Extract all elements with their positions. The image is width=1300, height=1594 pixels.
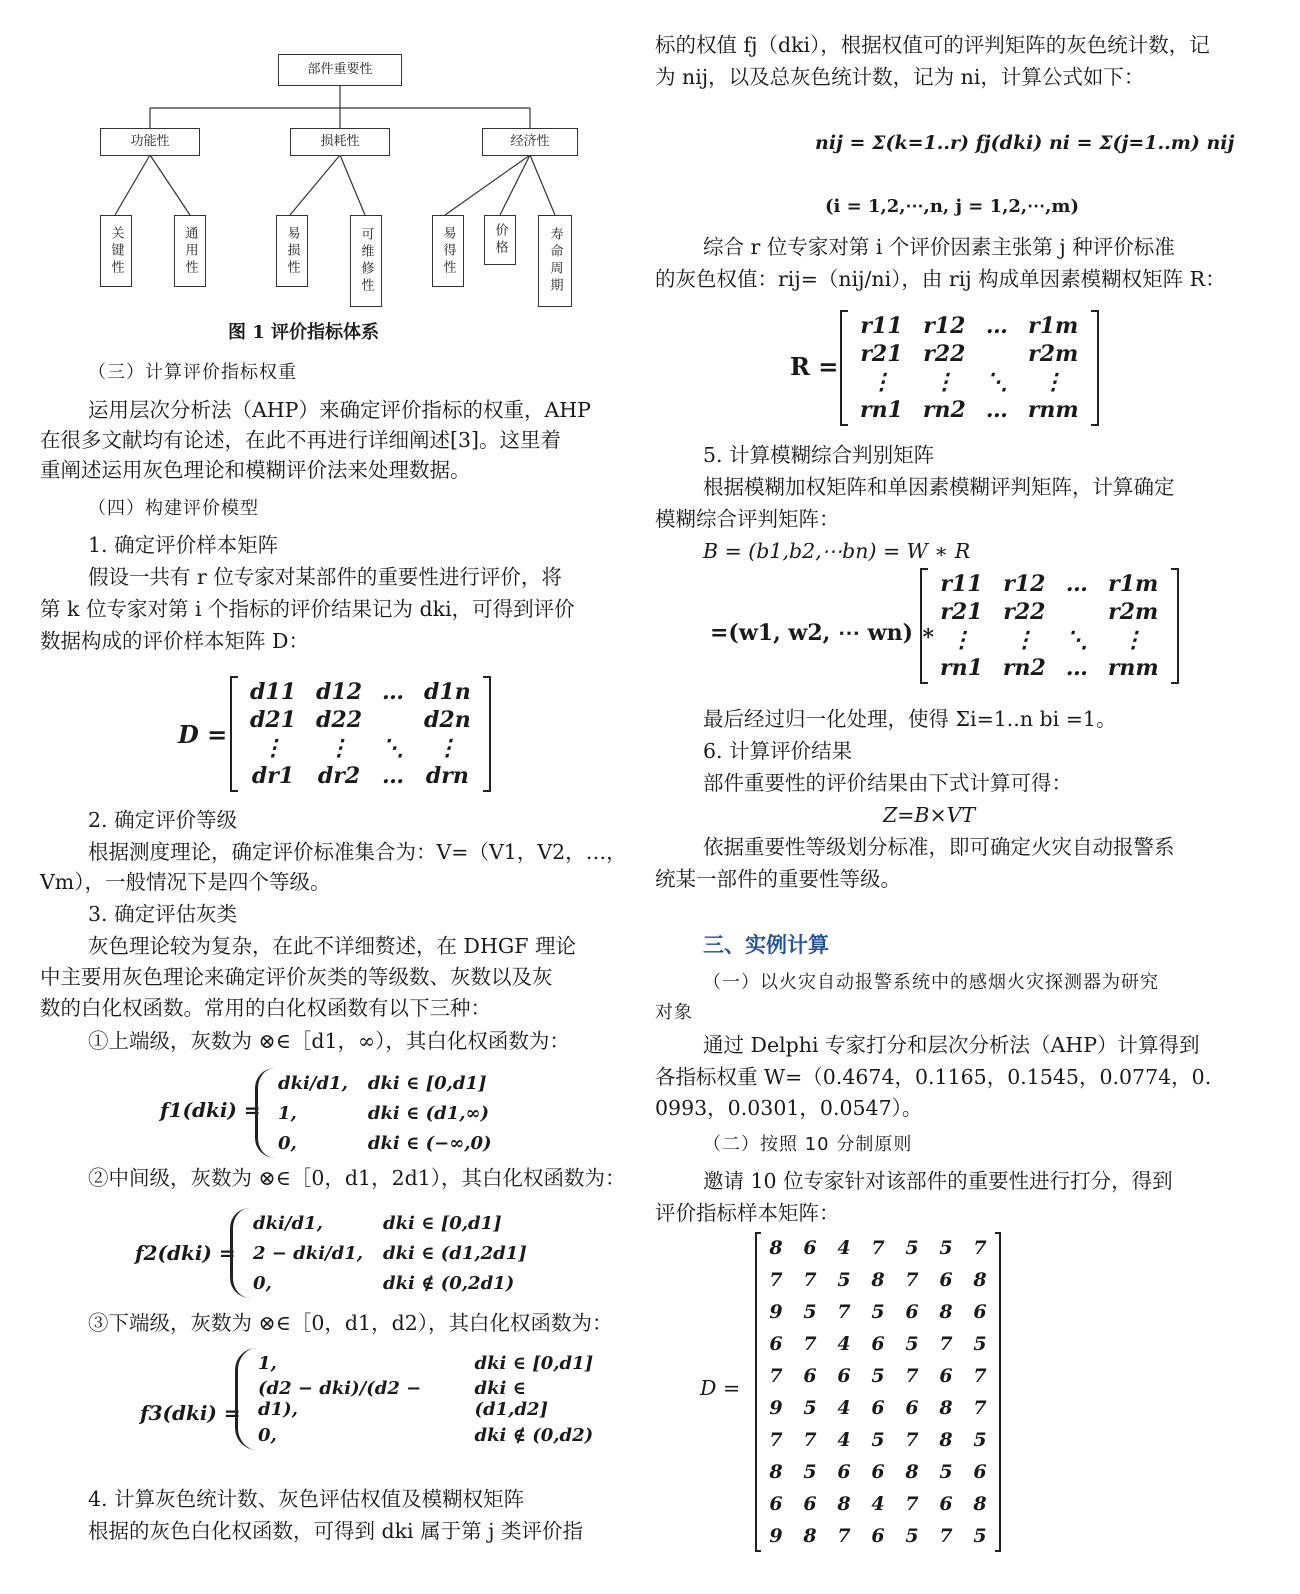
sample-d-cell: 7 <box>905 1429 919 1451</box>
tree-node-economy: 经济性 <box>482 128 578 156</box>
sample-d-cell: 6 <box>769 1333 783 1355</box>
sample-d-cell: 7 <box>871 1237 885 1259</box>
heading-4: 4. 计算灰色统计数、灰色评估权值及模糊权矩阵 <box>88 1487 525 1511</box>
sample-matrix-label: D = <box>700 1376 741 1400</box>
f1-row <box>268 1068 502 1098</box>
matrix-r-cell: ⋮ <box>933 369 956 395</box>
para-result: 部件重要性的评价结果由下式计算可得： <box>703 771 1072 795</box>
sample-d-cell: 7 <box>837 1525 851 1547</box>
sample-d-cell: 5 <box>905 1333 919 1355</box>
f2-cell: dki ∉ (0,2d1) <box>383 1272 515 1294</box>
f3-row <box>248 1420 610 1450</box>
f3-lhs: f3(dki) = <box>140 1401 241 1425</box>
sample-d-cell: 6 <box>939 1269 953 1291</box>
sample-matrix <box>755 1232 1001 1552</box>
f2-row <box>243 1238 537 1268</box>
f2-cell: 0, <box>253 1272 272 1294</box>
f2-lhs: f2(dki) = <box>135 1241 236 1265</box>
sample-d-cell: 9 <box>769 1525 783 1547</box>
matrix-wr-cell <box>1056 598 1098 626</box>
sample-d-cell: 8 <box>939 1429 953 1451</box>
sample-d-cell: 6 <box>871 1461 885 1483</box>
equation-b: B = (b1,b2,⋯bn) = W ∗ R <box>703 539 971 563</box>
sample-d-cell: 8 <box>939 1301 953 1323</box>
sample-d-cell: 6 <box>905 1301 919 1323</box>
equation-nij: nij = Σ(k=1..r) fj(dki) ni = Σ(j=1..m) nij <box>815 132 1235 154</box>
tree-connectors <box>100 50 580 310</box>
matrix-wr-cell: rn2 <box>1002 655 1046 681</box>
sample-d-cell: 5 <box>973 1525 987 1547</box>
sample-d-cell: 6 <box>803 1493 817 1515</box>
sample-d-cell: 7 <box>769 1269 783 1291</box>
sample-d-cell: 5 <box>871 1429 885 1451</box>
matrix-d-cell: ⋮ <box>328 735 350 761</box>
f1-cell: dki ∈ (d1,∞) <box>367 1102 490 1124</box>
sample-d-cell: 5 <box>803 1397 817 1419</box>
tree-leaf-price: 价格 <box>484 215 516 265</box>
f2-row <box>243 1208 537 1238</box>
sample-d-cell: 5 <box>803 1461 817 1483</box>
f2-cell: 2 − dki/d1, <box>253 1242 363 1264</box>
matrix-wr-cell: … <box>1065 655 1088 681</box>
sample-d-cell: 6 <box>939 1365 953 1387</box>
f1-row <box>268 1098 502 1128</box>
para-ahp-1: 运用层次分析法（AHP）来确定评价指标的权重，AHP <box>88 398 591 422</box>
sample-d-cell: 4 <box>837 1237 851 1259</box>
sample-d-cell: 6 <box>803 1365 817 1387</box>
heading-6: 6. 计算评价结果 <box>703 739 853 763</box>
sub-2-title: （二）按照 10 分制原则 <box>703 1134 913 1155</box>
tree-node-function: 功能性 <box>100 128 200 156</box>
sample-d-cell: 8 <box>769 1237 783 1259</box>
matrix-wr-cell: … <box>1065 571 1088 597</box>
section-4-title: （四）构建评价模型 <box>88 498 259 519</box>
matrix-wr <box>920 568 1179 684</box>
sub-1-title-b: 对象 <box>655 1002 693 1023</box>
matrix-r-cell: r1m <box>1028 313 1079 339</box>
para-grey-3: 数的白化权函数。常用的白化权函数有以下三种： <box>40 996 491 1020</box>
sample-d-cell: 6 <box>973 1461 987 1483</box>
matrix-wr-cell: rn1 <box>940 655 983 681</box>
sample-d-cell: 5 <box>973 1333 987 1355</box>
para-grey-stat: 根据的灰色白化权函数，可得到 dki 属于第 j 类评价指 <box>88 1519 584 1543</box>
sample-d-cell: 7 <box>803 1333 817 1355</box>
sample-d-cell: 6 <box>973 1301 987 1323</box>
para-experts-1: 邀请 10 位专家针对该部件的重要性进行打分，得到 <box>703 1169 1173 1193</box>
f3-row <box>248 1378 610 1420</box>
matrix-r-cell: ⋮ <box>1042 369 1065 395</box>
sample-d-cell: 8 <box>837 1493 851 1515</box>
f2-cell: dki/d1, <box>253 1212 323 1234</box>
sample-d-cell: 8 <box>871 1269 885 1291</box>
matrix-r-cell: ⋱ <box>985 369 1008 395</box>
para-ahp-3: 重阐述运用灰色理论和模糊评价法来处理数据。 <box>40 458 471 482</box>
sample-d-cell: 6 <box>769 1493 783 1515</box>
matrix-d-cell: ⋮ <box>436 735 459 761</box>
f1-cell: 0, <box>278 1132 297 1154</box>
section-3-title: （三）计算评价指标权重 <box>88 362 297 383</box>
sample-d-cell: 7 <box>973 1397 987 1419</box>
sample-d-cell: 4 <box>871 1493 885 1515</box>
matrix-wr-row <box>930 626 1169 654</box>
matrix-wr-cell: rnm <box>1107 655 1159 681</box>
matrix-w-label: =(w1, w2, ⋯ wn) ∗ <box>710 620 936 646</box>
case-lower: ③下端级，灰数为 ⊗∈［0，d1，d2），其白化权函数为： <box>88 1311 613 1335</box>
sample-d-cell: 5 <box>973 1429 987 1451</box>
matrix-r <box>840 310 1099 426</box>
sample-d-cell: 8 <box>905 1461 919 1483</box>
para-level-det-1: 依据重要性等级划分标准，即可确定火灾自动报警系 <box>703 835 1175 859</box>
evaluation-index-tree <box>100 50 580 310</box>
para-normalize: 最后经过归一化处理，使得 Σi=1..n bi =1。 <box>703 707 1117 731</box>
matrix-wr-cell: r11 <box>940 571 983 597</box>
para-sample-2: 第 k 位专家对第 i 个指标的评价结果记为 dki，可得到评价 <box>40 597 575 621</box>
tree-root: 部件重要性 <box>278 54 402 86</box>
para-rij-2: 的灰色权值：rij=（nij/ni），由 rij 构成单因素模糊权矩阵 R： <box>655 267 1226 291</box>
tree-node-wear: 损耗性 <box>290 128 390 156</box>
para-level-1: 根据测度理论，确定评价标准集合为：V=（V1，V2，…， <box>88 840 627 864</box>
sample-d-cell: 5 <box>871 1365 885 1387</box>
sample-d-cell: 5 <box>939 1461 953 1483</box>
sample-d-cell: 6 <box>871 1397 885 1419</box>
sample-d-cell: 5 <box>837 1269 851 1291</box>
sample-d-cell: 5 <box>939 1237 953 1259</box>
matrix-wr-cell: ⋮ <box>950 627 973 653</box>
f1-cell: dki ∈ [0,d1] <box>367 1072 487 1094</box>
sample-d-cell: 4 <box>837 1429 851 1451</box>
sample-d-cell: 7 <box>803 1429 817 1451</box>
f2-cases <box>230 1208 537 1298</box>
f2-row <box>243 1268 537 1298</box>
sample-d-cell: 8 <box>939 1397 953 1419</box>
sample-d-row <box>759 1360 997 1392</box>
sample-d-row <box>759 1232 997 1264</box>
matrix-r-row <box>850 340 1089 368</box>
figure-caption: 图 1 评价指标体系 <box>228 322 380 343</box>
equation-z: Z=B×VT <box>883 803 976 827</box>
sample-d-row <box>759 1520 997 1552</box>
f2-cell: dki ∈ [0,d1] <box>383 1212 502 1234</box>
f3-cell: 1, <box>258 1352 277 1374</box>
matrix-d-cell: d21 <box>250 707 296 733</box>
para-sample-3: 数据构成的评价样本矩阵 D： <box>40 629 309 653</box>
sample-d-cell: 7 <box>939 1525 953 1547</box>
matrix-d-cell: d22 <box>316 707 362 733</box>
sample-d-cell: 5 <box>905 1237 919 1259</box>
section-example-title: 三、实例计算 <box>703 933 829 957</box>
sample-d-row <box>759 1456 997 1488</box>
sample-d-cell: 4 <box>837 1333 851 1355</box>
sub-1-title-a: （一）以火灾自动报警系统中的感烟火灾探测器为研究 <box>703 972 1159 993</box>
sample-d-cell: 4 <box>837 1397 851 1419</box>
para-weight-1: 标的权值 fj（dki），根据权值可的评判矩阵的灰色统计数，记 <box>655 33 1210 57</box>
matrix-d-row <box>240 678 481 706</box>
f1-lhs: f1(dki) = <box>160 1098 261 1122</box>
matrix-d-cell: … <box>382 763 404 789</box>
heading-5: 5. 计算模糊综合判别矩阵 <box>703 443 935 467</box>
f3-cell: dki ∈ (d1,d2] <box>474 1378 549 1420</box>
para-delphi-2: 各指标权重 W=（0.4674，0.1165，0.1545，0.0774，0. <box>655 1065 1212 1089</box>
matrix-r-cell: r12 <box>923 313 966 339</box>
para-sample-1: 假设一共有 r 位专家对某部件的重要性进行评价，将 <box>88 565 562 589</box>
para-fuzzy-2: 模糊综合评判矩阵： <box>655 507 840 531</box>
sample-d-cell: 7 <box>905 1269 919 1291</box>
matrix-wr-row <box>930 598 1169 626</box>
matrix-wr-cell: ⋱ <box>1065 627 1088 653</box>
matrix-r-label: R = <box>790 352 839 381</box>
f2-cell: dki ∈ (d1,2d1] <box>383 1242 527 1264</box>
matrix-r-cell <box>976 340 1018 368</box>
tree-leaf-lifecycle: 寿命周期 <box>538 215 572 307</box>
sample-d-row <box>759 1264 997 1296</box>
sample-d-cell: 8 <box>973 1269 987 1291</box>
sample-d-cell: 6 <box>871 1333 885 1355</box>
tree-leaf-fragile: 易损性 <box>276 215 308 287</box>
heading-1: 1. 确定评价样本矩阵 <box>88 533 279 557</box>
matrix-wr-cell: ⋮ <box>1122 627 1145 653</box>
para-grey-1: 灰色理论较为复杂，在此不详细赘述，在 DHGF 理论 <box>88 934 576 958</box>
f3-cell: dki ∈ [0,d1] <box>474 1352 594 1374</box>
matrix-d-row <box>240 706 481 734</box>
para-delphi-1: 通过 Delphi 专家打分和层次分析法（AHP）计算得到 <box>703 1033 1200 1057</box>
sample-d-cell: 7 <box>803 1269 817 1291</box>
f1-cases <box>255 1068 502 1158</box>
sample-d-cell: 8 <box>803 1525 817 1547</box>
matrix-d-cell: dr2 <box>317 763 361 789</box>
tree-leaf-repairable: 可维修性 <box>350 215 382 307</box>
matrix-d-cell: d2n <box>424 707 471 733</box>
sample-d-cell: 8 <box>769 1461 783 1483</box>
f1-cell: 1, <box>278 1102 297 1124</box>
matrix-r-cell: r11 <box>860 313 903 339</box>
sample-d-cell: 7 <box>939 1333 953 1355</box>
para-weight-2: 为 nij，以及总灰色统计数，记为 ni，计算公式如下： <box>655 65 1145 89</box>
sample-d-cell: 6 <box>871 1525 885 1547</box>
matrix-r-row <box>850 368 1089 396</box>
matrix-d-label: D = <box>178 720 228 749</box>
matrix-d-cell: d1n <box>424 679 471 705</box>
sample-d-cell: 6 <box>837 1461 851 1483</box>
f1-cell: dki ∈ (−∞,0) <box>367 1132 492 1154</box>
para-level-2: Vm），一般情况下是四个等级。 <box>40 870 331 894</box>
sample-d-cell: 9 <box>769 1301 783 1323</box>
heading-2: 2. 确定评价等级 <box>88 808 238 832</box>
sample-d-cell: 8 <box>973 1493 987 1515</box>
equation-indices: (i = 1,2,⋯,n, j = 1,2,⋯,m) <box>825 196 1079 217</box>
matrix-d <box>230 676 491 792</box>
matrix-r-cell: … <box>985 313 1008 339</box>
para-experts-2: 评价指标样本矩阵： <box>655 1201 840 1225</box>
matrix-d-cell <box>372 706 414 734</box>
tree-leaf-general: 通用性 <box>174 215 206 287</box>
sample-d-cell: 7 <box>905 1365 919 1387</box>
matrix-d-cell: drn <box>425 763 469 789</box>
matrix-r-row <box>850 396 1089 424</box>
sample-d-cell: 7 <box>837 1301 851 1323</box>
sample-d-row <box>759 1488 997 1520</box>
matrix-wr-cell: r21 <box>940 599 983 625</box>
sample-d-row <box>759 1328 997 1360</box>
matrix-d-cell: d12 <box>316 679 362 705</box>
matrix-r-cell: ⋮ <box>870 369 893 395</box>
sample-d-cell: 6 <box>905 1397 919 1419</box>
sample-d-row <box>759 1296 997 1328</box>
matrix-d-cell: dr1 <box>251 763 295 789</box>
sample-d-cell: 6 <box>939 1493 953 1515</box>
matrix-r-cell: … <box>985 397 1008 423</box>
matrix-d-row <box>240 762 481 790</box>
matrix-r-cell: rn2 <box>922 397 966 423</box>
para-rij-1: 综合 r 位专家对第 i 个评价因素主张第 j 种评价标准 <box>703 235 1175 259</box>
para-fuzzy-1: 根据模糊加权矩阵和单因素模糊评判矩阵，计算确定 <box>703 475 1175 499</box>
matrix-wr-cell: r2m <box>1108 599 1159 625</box>
sample-d-row <box>759 1424 997 1456</box>
f1-row <box>268 1128 502 1158</box>
matrix-wr-cell: ⋮ <box>1013 627 1036 653</box>
matrix-d-row <box>240 734 481 762</box>
matrix-r-cell: rnm <box>1027 397 1079 423</box>
sample-d-cell: 7 <box>769 1429 783 1451</box>
f3-row <box>248 1348 610 1378</box>
sample-d-cell: 7 <box>973 1365 987 1387</box>
tree-leaf-available: 易得性 <box>432 215 464 287</box>
matrix-wr-row <box>930 570 1169 598</box>
sample-d-cell: 6 <box>837 1365 851 1387</box>
heading-3: 3. 确定评估灰类 <box>88 902 238 926</box>
matrix-wr-cell: r22 <box>1003 599 1046 625</box>
sample-d-cell: 6 <box>803 1237 817 1259</box>
para-delphi-3: 0993，0.0301，0.0547）。 <box>655 1096 923 1120</box>
matrix-r-cell: r2m <box>1028 341 1079 367</box>
matrix-wr-row <box>930 654 1169 682</box>
sample-d-row <box>759 1392 997 1424</box>
case-upper: ①上端级，灰数为 ⊗∈［d1，∞），其白化权函数为： <box>88 1029 570 1053</box>
sample-d-cell: 7 <box>973 1237 987 1259</box>
f1-cell: dki/d1, <box>278 1072 348 1094</box>
sample-d-cell: 5 <box>905 1525 919 1547</box>
f3-cases <box>235 1348 610 1450</box>
f3-cell: dki ∉ (0,d2) <box>474 1424 594 1446</box>
case-middle: ②中间级，灰数为 ⊗∈［0，d1，2d1），其白化权函数为： <box>88 1166 626 1190</box>
matrix-d-cell: d11 <box>250 679 296 705</box>
tree-leaf-key: 关键性 <box>100 215 132 287</box>
sample-d-cell: 7 <box>769 1365 783 1387</box>
sample-d-cell: 7 <box>905 1493 919 1515</box>
para-ahp-2: 在很多文献均有论述，在此不再进行详细阐述[3]。这里着 <box>40 428 562 452</box>
sample-d-cell: 5 <box>803 1301 817 1323</box>
matrix-r-cell: rn1 <box>860 397 903 423</box>
f3-cell: (d2 − dki)/(d2 − d1), <box>258 1378 422 1420</box>
matrix-d-cell: ⋮ <box>262 735 284 761</box>
matrix-d-cell: ⋱ <box>382 735 404 761</box>
matrix-r-cell: r21 <box>860 341 903 367</box>
sample-d-cell: 9 <box>769 1397 783 1419</box>
f3-cell: 0, <box>258 1424 277 1446</box>
para-level-det-2: 统某一部件的重要性等级。 <box>655 867 901 891</box>
matrix-r-cell: r22 <box>923 341 966 367</box>
matrix-r-row <box>850 312 1089 340</box>
matrix-wr-cell: r12 <box>1003 571 1046 597</box>
para-grey-2: 中主要用灰色理论来确定评价灰类的等级数、灰数以及灰 <box>40 965 553 989</box>
matrix-wr-cell: r1m <box>1108 571 1159 597</box>
matrix-d-cell: … <box>382 679 404 705</box>
sample-d-cell: 5 <box>871 1301 885 1323</box>
